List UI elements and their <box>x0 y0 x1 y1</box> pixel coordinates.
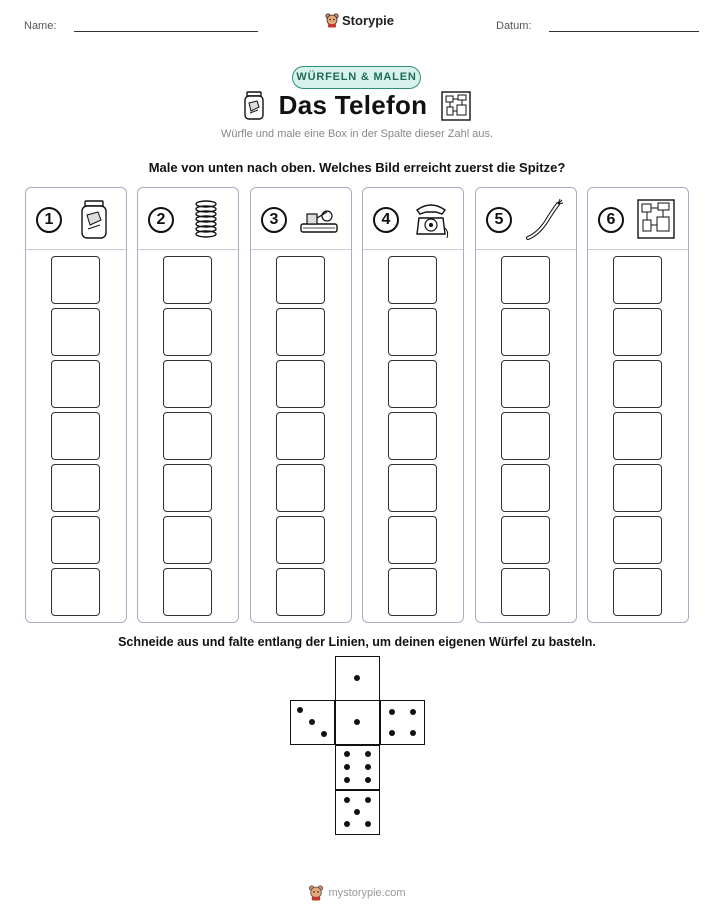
cut-instruction: Schneide aus und falte entlang der Linien, um deinen eigenen Würfel zu basteln. <box>118 635 596 649</box>
paint-box[interactable] <box>501 308 550 356</box>
paint-box[interactable] <box>163 464 212 512</box>
paint-box[interactable] <box>501 516 550 564</box>
circuit-board-icon <box>636 198 676 242</box>
paint-box[interactable] <box>501 568 550 616</box>
paint-box[interactable] <box>163 516 212 564</box>
paint-box[interactable] <box>51 308 100 356</box>
paint-box[interactable] <box>501 464 550 512</box>
paint-box[interactable] <box>51 516 100 564</box>
paint-box[interactable] <box>51 412 100 460</box>
wire-icon <box>524 198 564 242</box>
paint-box[interactable] <box>276 412 325 460</box>
column-header <box>251 194 351 250</box>
paint-box[interactable] <box>163 412 212 460</box>
dice-face <box>335 790 380 835</box>
dice-face <box>380 700 425 745</box>
instruction: Male von unten nach oben. Welches Bild erreicht zuerst die Spitze? <box>148 160 566 175</box>
column-6 <box>587 187 689 623</box>
dice-face <box>290 700 335 745</box>
paint-box[interactable] <box>388 464 437 512</box>
column-number: 6 <box>598 207 624 233</box>
paint-box[interactable] <box>501 360 550 408</box>
paint-box[interactable] <box>276 256 325 304</box>
circuit-board-icon <box>441 91 471 121</box>
dice-pip <box>365 764 371 770</box>
dice-pip <box>297 707 303 713</box>
paint-box[interactable] <box>388 308 437 356</box>
page-title: Das Telefon <box>278 90 428 120</box>
dice-pip <box>410 709 416 715</box>
paint-box[interactable] <box>613 516 662 564</box>
name-label: Name: <box>24 20 57 32</box>
telegraph-icon <box>295 198 343 242</box>
paint-box[interactable] <box>163 308 212 356</box>
jar-icon <box>74 198 114 242</box>
box-stack <box>613 256 662 620</box>
paint-box[interactable] <box>613 256 662 304</box>
paint-box[interactable] <box>613 412 662 460</box>
box-stack <box>501 256 550 620</box>
dice-pip <box>354 719 360 725</box>
dice-pip <box>354 809 360 815</box>
paint-box[interactable] <box>51 256 100 304</box>
activity-badge: WÜRFELN & MALEN <box>292 66 421 89</box>
brand-name: Storypie <box>342 13 395 28</box>
column-header <box>26 194 126 250</box>
dice-face <box>335 700 380 745</box>
dice-pip <box>389 709 395 715</box>
paint-box[interactable] <box>51 568 100 616</box>
dice-pip <box>344 751 350 757</box>
paint-box[interactable] <box>163 360 212 408</box>
paint-box[interactable] <box>276 464 325 512</box>
dice-pip <box>344 764 350 770</box>
dice-pip <box>365 797 371 803</box>
paint-box[interactable] <box>51 464 100 512</box>
name-line[interactable] <box>74 20 258 32</box>
box-stack <box>276 256 325 620</box>
paint-box[interactable] <box>613 568 662 616</box>
date-field[interactable] <box>496 20 699 32</box>
paint-box[interactable] <box>501 412 550 460</box>
paint-box[interactable] <box>388 256 437 304</box>
column-5 <box>475 187 577 623</box>
column-header <box>363 194 463 250</box>
storypie-mascot-icon <box>325 13 339 28</box>
paint-box[interactable] <box>501 256 550 304</box>
jar-icon <box>243 91 265 121</box>
box-stack <box>388 256 437 620</box>
dice-pip <box>410 730 416 736</box>
column-header <box>588 194 688 250</box>
column-number: 4 <box>373 207 399 233</box>
footer <box>0 885 714 901</box>
dice-pip <box>365 821 371 827</box>
dice-pip <box>344 777 350 783</box>
dice-pip <box>344 797 350 803</box>
storypie-mascot-icon <box>308 885 324 901</box>
paint-box[interactable] <box>276 308 325 356</box>
date-label: Datum: <box>496 20 532 32</box>
dice-face <box>335 745 380 790</box>
dice-pip <box>365 751 371 757</box>
paint-box[interactable] <box>388 360 437 408</box>
dice-pip <box>344 821 350 827</box>
brand-logo <box>325 13 394 28</box>
paint-box[interactable] <box>163 568 212 616</box>
paint-box[interactable] <box>276 516 325 564</box>
column-number: 3 <box>261 207 287 233</box>
column-number: 2 <box>148 207 174 233</box>
paint-box[interactable] <box>388 516 437 564</box>
dice-pip <box>309 719 315 725</box>
column-3 <box>250 187 352 623</box>
paint-box[interactable] <box>613 360 662 408</box>
dice-pip <box>321 731 327 737</box>
paint-box[interactable] <box>51 360 100 408</box>
rotary-phone-icon <box>411 198 451 242</box>
dice-pip <box>389 730 395 736</box>
column-header <box>476 194 576 250</box>
column-header <box>138 194 238 250</box>
column-number: 1 <box>36 207 62 233</box>
paint-box[interactable] <box>388 568 437 616</box>
column-2 <box>137 187 239 623</box>
column-1 <box>25 187 127 623</box>
paint-box[interactable] <box>276 360 325 408</box>
paint-box[interactable] <box>613 308 662 356</box>
paint-box[interactable] <box>276 568 325 616</box>
title-row <box>0 90 714 121</box>
dice-pip <box>365 777 371 783</box>
column-4 <box>362 187 464 623</box>
footer-url[interactable]: mystorypie.com <box>328 887 406 899</box>
column-number: 5 <box>486 207 512 233</box>
dice-net <box>290 656 425 836</box>
paint-box[interactable] <box>388 412 437 460</box>
date-line[interactable] <box>549 20 699 32</box>
subtitle: Würfle und male eine Box in der Spalte dieser Zahl aus. <box>220 128 494 140</box>
box-stack <box>51 256 100 620</box>
spring-icon <box>186 198 226 242</box>
paint-box[interactable] <box>613 464 662 512</box>
paint-box[interactable] <box>163 256 212 304</box>
dice-pip <box>354 675 360 681</box>
box-stack <box>163 256 212 620</box>
dice-face <box>335 656 380 701</box>
name-field[interactable] <box>24 20 258 32</box>
